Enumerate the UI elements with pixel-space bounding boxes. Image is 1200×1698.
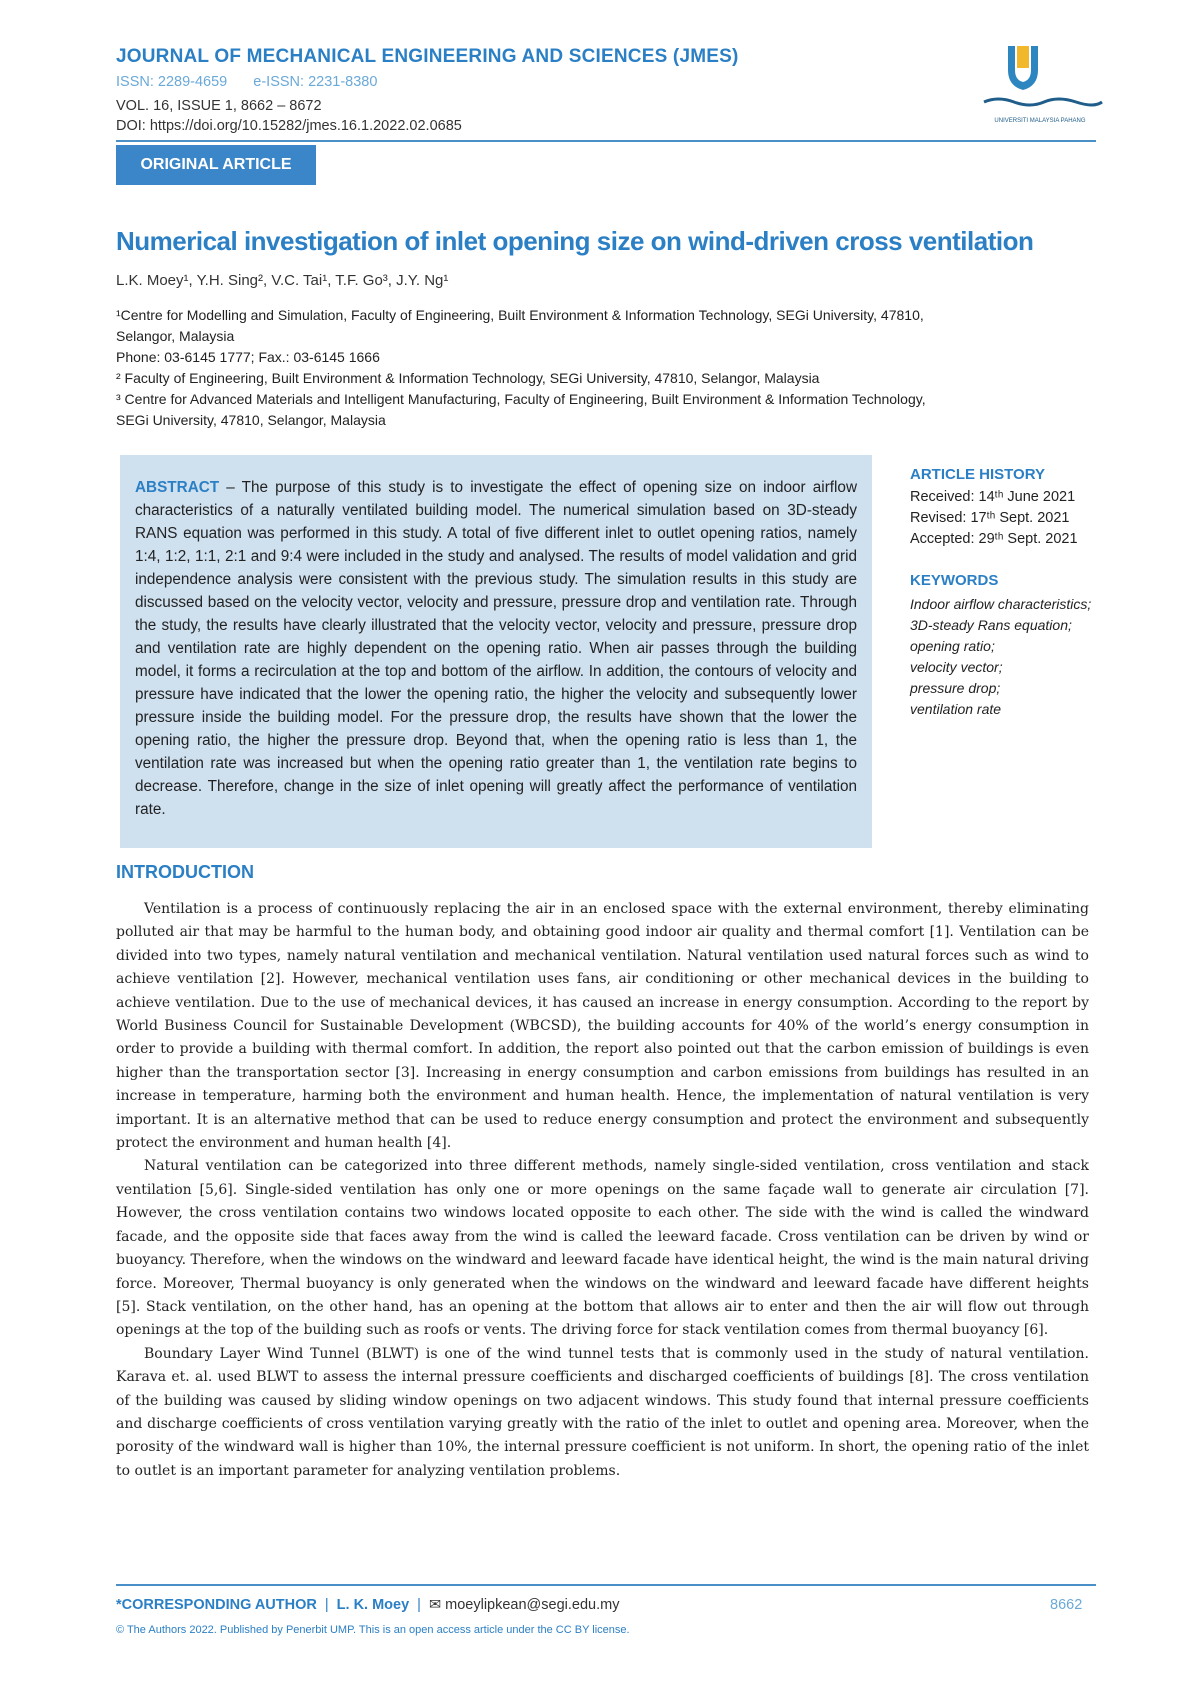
accepted-date: Accepted: 29ᵗʰ Sept. 2021: [910, 531, 1078, 547]
keywords-heading: KEYWORDS: [910, 572, 999, 589]
issn: ISSN: 2289-4659: [116, 74, 228, 90]
footer-divider: [116, 1584, 1096, 1586]
keyword: velocity vector;: [910, 659, 1003, 675]
article-title: Numerical investigation of inlet opening size on wind-driven cross ventilation: [116, 226, 1034, 256]
affiliation-line: SEGi University, 47810, Selangor, Malaysia: [116, 412, 386, 428]
article-history-heading: ARTICLE HISTORY: [910, 466, 1046, 483]
received-date: Received: 14ᵗʰ June 2021: [910, 489, 1076, 505]
keyword: opening ratio;: [910, 638, 995, 654]
license-notice: © The Authors 2022. Published by Penerbit UMP. This is an open access article under the CC BY license.: [116, 1624, 630, 1636]
corresponding-email[interactable]: moeylipkean@segi.edu.my: [445, 1597, 620, 1613]
author-list: L.K. Moey¹, Y.H. Sing², V.C. Tai¹, T.F. Go³, J.Y. Ng¹: [116, 272, 449, 289]
section-heading-introduction: INTRODUCTION: [116, 862, 254, 882]
abstract-label: ABSTRACT: [135, 479, 220, 496]
paragraph: Ventilation is a process of continuously replacing the air in an enclosed space with the external environment, thereby eliminating polluted air that may be harmful to the human body, and obtaining good indoor air quality and thermal comfort [1]. Ventilation can be divided into two types, namely natural ventilation and mechanical ventilation. Natural ventilation used natural forces such as wind to achieve ventilation [2]. However, mechanical ventilation uses fans, air conditioning or other mechanical devices in the building to achieve ventilation. Due to the use of mechanical devices, it has caused an increase in energy consumption. According to the report by World Business Council for Sustainable Development (WBCSD), the building accounts for 40% of the world’s energy consumption in order to provide a building with thermal comfort. In addition, the report also pointed out that the carbon emission of buildings is even higher than the transportation sector [3]. Increasing in energy consumption and carbon emissions from buildings has resulted in an increase in temperature, harming both the environment and human health. Hence, the implementation of natural ventilation is very important. It is an alternative method that can be used to reduce energy consumption and protect the environment and subsequently protect the environment and human health [4].: [116, 901, 1089, 1152]
paragraph: Boundary Layer Wind Tunnel (BLWT) is one of the wind tunnel tests that is commonly used in the study of natural ventilation. Karava et. al. used BLWT to assess the internal pressure coefficients and discharged coefficients of buildings [8]. The cross ventilation of the building was caused by sliding window openings on two adjacent windows. This study found that internal pressure coefficients and discharge coefficients of cross ventilation varying greatly with the ratio of the inlet to outlet and opening area. Moreover, when the porosity of the windward wall is higher than 10%, the internal pressure coefficient is not uniform. In short, the opening ratio of the inlet to outlet is an important parameter for analyzing ventilation problems.: [116, 1345, 1089, 1479]
affiliation-line: Selangor, Malaysia: [116, 328, 235, 344]
corresponding-label: *CORRESPONDING AUTHOR: [116, 1597, 317, 1613]
logo-text: UMP: [1015, 70, 1031, 77]
article-type-badge: ORIGINAL ARTICLE: [116, 145, 316, 185]
abstract-text: [135, 476, 857, 821]
affiliation-line: ² Faculty of Engineering, Built Environment & Information Technology, SEGi University, 47810, Selangor, Malaysia: [116, 370, 820, 386]
corresponding-author: *CORRESPONDING AUTHOR | L. K. Moey | ✉ moeylipkean@segi.edu.my: [116, 1597, 620, 1613]
abstract-body: – The purpose of this study is to investigate the effect of opening size on indoor airflow characteristics of a naturally ventilated building model. The numerical simulation based on 3D-steady RANS equation was performed in this study. A total of five different inlet to outlet opening ratios, namely 1:4, 1:2, 1:1, 2:1 and 9:4 were included in the study and analysed. The results of model validation and grid independence analysis were consistent with the previous study. The simulation results in this study are discussed based on the velocity vector, velocity and pressure, pressure drop and ventilation rate. Through the study, the results have clearly illustrated that the velocity vector, velocity and pressure, pressure drop and ventilation rate are highly dependent on the opening ratio. When air passes through the building model, it forms a recirculation at the top and bottom of the airflow. In addition, the contours of velocity and pressure have indicated that the lower the opening ratio, the higher the velocity and subsequently lower pressure inside the building model. For the pressure drop, the results have shown that the lower the opening ratio, the higher the pressure drop. Beyond that, when the opening ratio is less than 1, the ventilation rate was increased but when the opening ratio greater than 1, the ventilation rate begins to decrease. Therefore, change in the size of inlet opening will greatly affect the performance of ventilation rate.: [135, 479, 857, 818]
mail-icon: ✉: [428, 1597, 442, 1613]
keyword: Indoor airflow characteristics;: [910, 596, 1092, 612]
doi-link[interactable]: DOI: https://doi.org/10.15282/jmes.16.1.2022.02.0685: [116, 118, 462, 134]
contact-line: Phone: 03-6145 1777; Fax.: 03-6145 1666: [116, 349, 380, 365]
paragraph: Natural ventilation can be categorized into three different methods, namely single-sided ventilation, cross ventilation and stack ventilation [5,6]. Single-sided ventilation has only one or more openings on the same façade wall to generate air circulation [7]. However, the cross ventilation contains two windows located opposite to each other. The side with the wind is called the windward facade, and the opposite side that faces away from the wind is called the leeward facade. Cross ventilation can be driven by wind or buoyancy. Therefore, when the windows on the windward and leeward facade have identical height, the wind is the main natural driving force. Moreover, Thermal buoyancy is only generated when the windows on the windward and leeward facade have different heights [5]. Stack ventilation, on the other hand, has an opening at the bottom that allows air to enter and then the air will flow out through openings at the top of the building such as roofs or vents. The driving force for stack ventilation comes from thermal buoyancy [6].: [116, 1158, 1089, 1339]
corresponding-name: L. K. Moey: [336, 1597, 410, 1613]
page-number: 8662: [1050, 1597, 1083, 1613]
logo-caption: UNIVERSITI MALAYSIA PAHANG: [994, 118, 1086, 124]
university-logo: [970, 40, 1110, 130]
header-divider: [116, 140, 1096, 142]
issn-line: [116, 74, 399, 90]
affiliation-line: ³ Centre for Advanced Materials and Intelligent Manufacturing, Faculty of Engineering, Built Environment & Information Technology,: [116, 391, 926, 407]
affiliation-line: ¹Centre for Modelling and Simulation, Faculty of Engineering, Built Environment & Information Technology, SEGi University, 47810,: [116, 307, 924, 323]
keyword: 3D-steady Rans equation;: [910, 617, 1072, 633]
introduction-body: [116, 898, 1089, 1483]
journal-name: JOURNAL OF MECHANICAL ENGINEERING AND SCIENCES (JMES): [116, 46, 739, 67]
eissn: e-ISSN: 2231-8380: [253, 74, 378, 90]
revised-date: Revised: 17ᵗʰ Sept. 2021: [910, 510, 1070, 526]
keyword: pressure drop;: [910, 680, 1001, 696]
volume-info: VOL. 16, ISSUE 1, 8662 – 8672: [116, 98, 322, 114]
keyword: ventilation rate: [910, 701, 1002, 717]
